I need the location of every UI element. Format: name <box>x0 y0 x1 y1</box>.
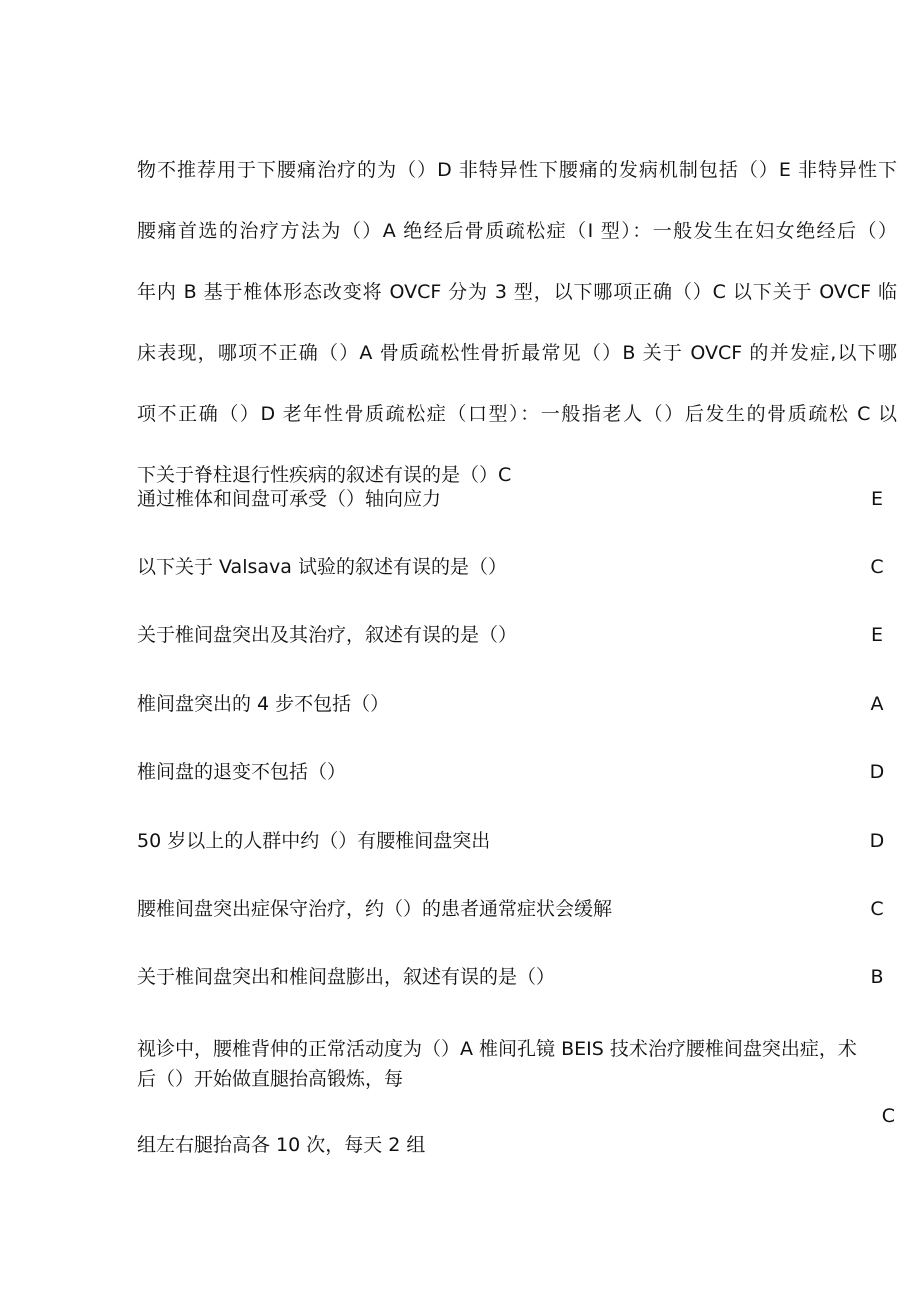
question-text: 关于椎间盘突出和椎间盘膨出，叙述有误的是（） <box>137 966 556 988</box>
intro-line: 年内 B 基于椎体形态改变将 OVCF 分为 3 型，以下哪项正确（）C 以下关于 OVCF 临 <box>137 281 897 303</box>
intro-paragraph <box>137 140 897 506</box>
question-text: 50 岁以上的人群中约（）有腰椎间盘突出 <box>137 830 491 852</box>
intro-line: 项不正确（）D 老年性骨质疏松症（口型）：一般指老人（）后发生的骨质疏松 C 以 <box>137 403 897 425</box>
question-text: 视诊中，腰椎背伸的正常活动度为（）A 椎间孔镜 BEIS 技术治疗腰椎间盘突出症，术 <box>137 1038 857 1060</box>
intro-line: 物不推荐用于下腰痛治疗的为（）D 非特异性下腰痛的发病机制包括（）E 非特异性下 <box>137 159 897 181</box>
question-text: 组左右腿抬高各 10 次，每天 2 组 <box>137 1134 426 1156</box>
qa-row <box>137 895 887 923</box>
qa-row <box>137 485 887 513</box>
question-text: 椎间盘突出的 4 步不包括（） <box>137 693 390 715</box>
answer-letter: C <box>870 556 884 578</box>
intro-line: 下关于脊柱退行性疾病的叙述有误的是（）C <box>137 464 512 486</box>
question-text: 以下关于 Valsava 试验的叙述有误的是（） <box>137 556 507 578</box>
qa-row <box>137 827 887 855</box>
question-text: 通过椎体和间盘可承受（）轴向应力 <box>137 488 442 510</box>
final-question <box>137 1034 897 1156</box>
qa-row <box>137 963 887 991</box>
intro-line: 腰痛首选的治疗方法为（）A 绝经后骨质疏松症（I 型）：一般发生在妇女绝经后（） <box>137 220 897 242</box>
answer-letter: A <box>870 693 884 715</box>
intro-line: 床表现，哪项不正确（）A 骨质疏松性骨折最常见（）B 关于 OVCF 的并发症,以下哪 <box>137 342 897 364</box>
qa-row <box>137 690 887 718</box>
qa-row <box>137 553 887 581</box>
answer-letter: B <box>870 966 884 988</box>
qa-row <box>137 621 887 649</box>
question-text: 后（）开始做直腿抬高锻炼，每 <box>137 1068 404 1090</box>
answer-letter: C <box>870 898 884 920</box>
answer-letter: E <box>870 488 883 510</box>
qa-row <box>137 758 887 786</box>
answer-letter: C <box>881 1105 895 1127</box>
question-text: 关于椎间盘突出及其治疗，叙述有误的是（） <box>137 624 518 646</box>
answer-letter: D <box>869 830 885 852</box>
question-text: 椎间盘的退变不包括（） <box>137 761 347 783</box>
answer-letter: E <box>870 624 883 646</box>
question-text: 腰椎间盘突出症保守治疗，约（）的患者通常症状会缓解 <box>137 898 613 920</box>
answer-letter: D <box>869 761 885 783</box>
